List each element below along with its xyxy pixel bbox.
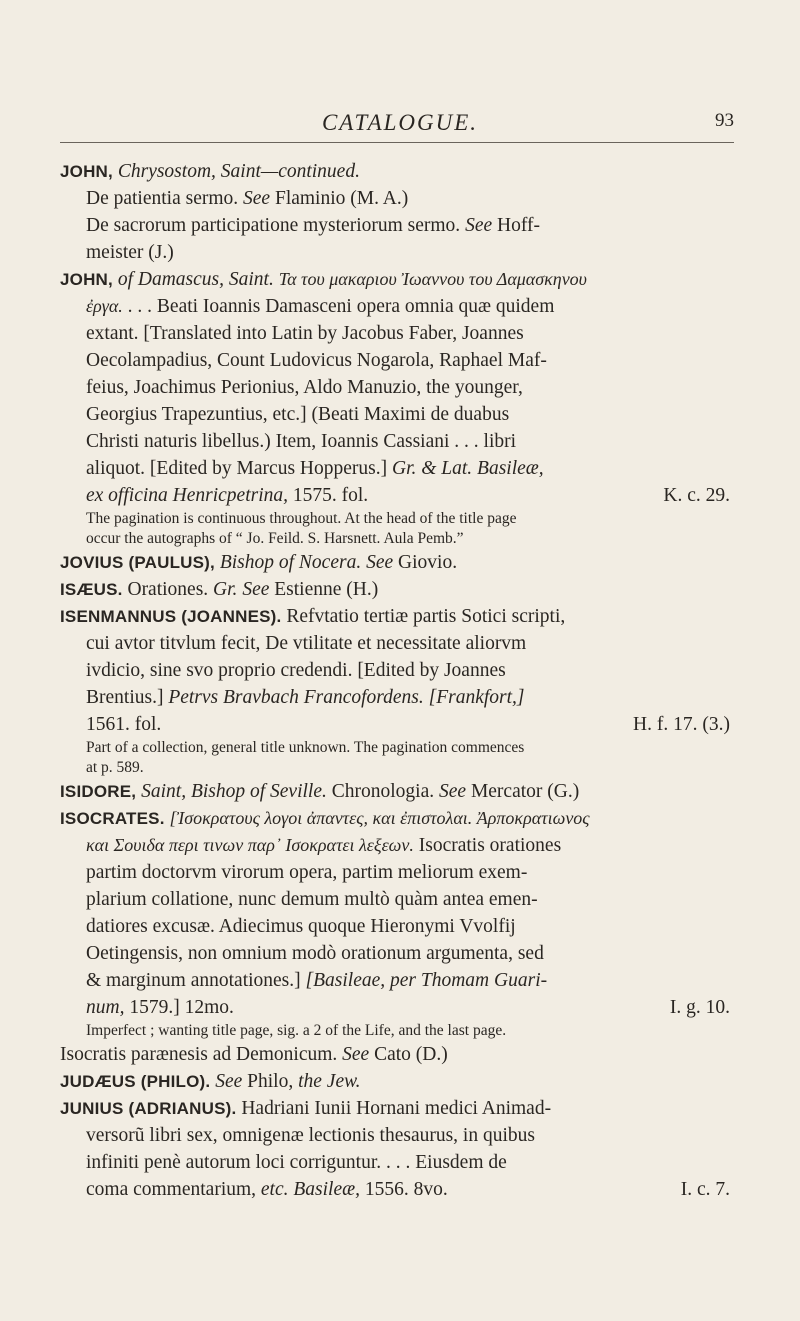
entry-text: Philo, (242, 1071, 299, 1092)
entry-note: at p. 589. (86, 759, 144, 776)
entry-heading-tail: Bishop of Nocera. (219, 552, 362, 573)
imprint-date: 1556. 8vo. (360, 1179, 448, 1200)
imprint: Basileæ, (293, 1179, 361, 1200)
entry-john-chrysostom (60, 158, 734, 266)
entry-text: meister (J.) (86, 242, 174, 263)
entry-heading: ISIDORE, (60, 782, 137, 801)
entry-text: Brentius.] (86, 687, 164, 708)
entry-note: The pagination is continuous throughout. At the head of the title page (86, 510, 517, 527)
imprint: num, (86, 997, 125, 1018)
entry-text: Chronologia. (326, 781, 439, 802)
entry-text: . . . Beati Ioannis Damasceni opera omnia quæ quidem (122, 296, 555, 317)
greek-title: Τα του μακαριου Ἰωαννου του Δαμασκηνου (278, 269, 587, 289)
page-number: 93 (715, 110, 734, 131)
imprint: [Basileae, per Thomam Guari- (305, 970, 548, 991)
greek-title: ἐργα. (86, 296, 123, 316)
shelfmark: H. f. 17. (3.) (633, 714, 730, 735)
entry-text: De sacrorum participatione mysteriorum sermo. (86, 215, 466, 236)
entry-text: Estienne (H.) (269, 579, 379, 600)
entry-text: Oetingensis, non omnium modò orationum argumenta, sed (86, 943, 544, 964)
entry-text: Oecolampadius, Count Ludovicus Nogarola, Raphael Maf- (86, 350, 547, 371)
imprint: Petrvs Bravbach Francofordens. [Frankfort,] (168, 687, 525, 708)
entry-text: Hoff- (492, 215, 540, 236)
imprint-date: 1561. fol. (86, 714, 162, 735)
entry-text: Cato (D.) (369, 1044, 448, 1065)
see-reference: See (242, 579, 270, 600)
imprint-date: 1575. fol. (288, 485, 369, 506)
entry-text: coma commentarium, (86, 1179, 261, 1200)
entry-text: Isocratis orationes (413, 835, 562, 856)
entry-heading: JOHN, (60, 162, 113, 181)
entry-text: Isocratis parænesis ad Demonicum. (60, 1044, 343, 1065)
entry-heading-tail: of Damascus, Saint. (117, 269, 274, 290)
entry-text: Orationes. (122, 579, 214, 600)
page-title: CATALOGUE. (321, 110, 479, 135)
imprint: Gr. & Lat. Basileæ, (391, 458, 544, 479)
entry-text: Hadriani Iunii Hornani medici Animad- (236, 1098, 552, 1119)
imprint: ex officina Henricpetrina, (86, 485, 288, 506)
see-reference: See (342, 1044, 370, 1065)
catalogue-entries (60, 158, 734, 1203)
entry-note: Imperfect ; wanting title page, sig. a 2 of the Life, and the last page. (86, 1022, 507, 1039)
entry-text: Giovio. (393, 552, 458, 573)
entry-heading: JUDÆUS (PHILO). (60, 1072, 211, 1091)
entry-isidore (60, 778, 734, 805)
see-reference: See (465, 215, 493, 236)
entry-text: Flaminio (M. A.) (270, 188, 409, 209)
entry-text-etc: etc. (260, 1179, 289, 1200)
see-reference: See (215, 1071, 243, 1092)
shelfmark: K. c. 29. (663, 485, 730, 506)
entry-text: feius, Joachimus Perionius, Aldo Manuzio, the younger, (86, 377, 523, 398)
entry-note: occur the autographs of “ Jo. Feild. S. Harsnett. Aula Pemb.” (86, 530, 464, 547)
entry-text: Georgius Trapezuntius, etc.] (Beati Maximi de duabus (86, 404, 510, 425)
entry-text: aliquot. [Edited by Marcus Hopperus.] (86, 458, 388, 479)
entry-text: cui avtor titvlum fecit, De vtilitate et necessitate aliorvm (86, 633, 527, 654)
entry-text: & marginum annotationes.] (86, 970, 301, 991)
entry-heading: ISOCRATES. (60, 809, 165, 828)
entry-note: Part of a collection, general title unknown. The pagination commences (86, 739, 525, 756)
entry-heading: JOVIUS (PAULUS), (60, 553, 215, 572)
greek-title: [Ἰσοκρατους λογοι ἀπαντες, και ἐπιστολαι. Ἀρποκρατιωνος (169, 808, 590, 828)
entry-text: extant. [Translated into Latin by Jacobus Faber, Joannes (86, 323, 524, 344)
entry-text: versorũ libri sex, omnigenæ lectionis thesaurus, in quibus (86, 1125, 535, 1146)
entry-isocrates (60, 805, 734, 1068)
entry-text: plarium collatione, nunc demum multò quàm antea emen- (86, 889, 538, 910)
entry-isenmannus (60, 603, 734, 778)
see-reference: See (439, 781, 467, 802)
header-rule (60, 142, 734, 143)
entry-heading: ISÆUS. (60, 580, 123, 599)
entry-heading: JUNIUS (ADRIANUS). (60, 1099, 237, 1118)
entry-text: datiores excusæ. Adiecimus quoque Hieronymi Vvolfij (86, 916, 516, 937)
see-reference: See (243, 188, 271, 209)
greek-title: και Σουιδα περι τινων παρ᾽ Ισοκρατει λεξεων. (86, 835, 414, 855)
see-reference: See (366, 552, 394, 573)
entry-text: De patientia sermo. (86, 188, 244, 209)
entry-text: infiniti penè autorum loci corriguntur. . . . Eiusdem de (86, 1152, 507, 1173)
entry-jovius (60, 549, 734, 576)
entry-john-damascus (60, 266, 734, 549)
entry-text: Refvtatio tertiæ partis Sotici scripti, (281, 606, 566, 627)
entry-text: Mercator (G.) (466, 781, 580, 802)
imprint-date: 1579.] 12mo. (124, 997, 234, 1018)
entry-heading-tail: Gr. (213, 579, 238, 600)
entry-heading-tail: the Jew. (298, 1071, 361, 1092)
entry-isaeus (60, 576, 734, 603)
entry-heading-tail: Chrysostom, Saint—continued. (117, 161, 360, 182)
shelfmark: I. c. 7. (680, 1179, 730, 1200)
entry-text: partim doctorvm virorum opera, partim meliorum exem- (86, 862, 528, 883)
entry-junius (60, 1095, 734, 1203)
entry-text: Christi naturis libellus.) Item, Ioannis Cassiani . . . libri (86, 431, 517, 452)
entry-heading-tail: Saint, Bishop of Seville. (141, 781, 327, 802)
entry-judaeus (60, 1068, 734, 1095)
entry-heading: JOHN, (60, 270, 113, 289)
entry-heading: ISENMANNUS (JOANNES). (60, 607, 282, 626)
shelfmark: I. g. 10. (669, 997, 730, 1018)
entry-text: ivdicio, sine svo proprio credendi. [Edited by Joannes (86, 660, 506, 681)
